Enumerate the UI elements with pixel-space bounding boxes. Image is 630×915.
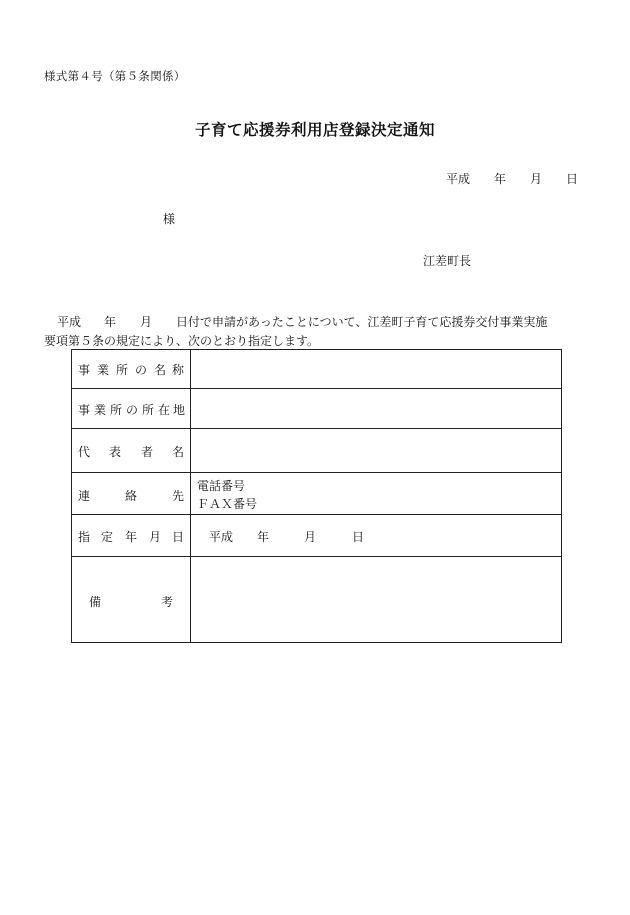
body-line1-text: 日付で申請があったことについて、江差町子育て応援券交付事業実施 <box>176 315 548 329</box>
label-char: 事 <box>78 363 91 377</box>
label-char: 備 <box>89 595 102 609</box>
label-char: 在 <box>158 403 171 417</box>
fax-number-label: ＦＡＸ番号 <box>197 497 258 511</box>
designation-date-year-unit: 年 <box>257 530 270 544</box>
label-char: 称 <box>172 363 185 377</box>
body-year-unit: 年 <box>104 315 117 329</box>
label-char: 年 <box>125 530 138 544</box>
value-business-name[interactable] <box>191 350 561 388</box>
label-business-address <box>72 389 191 429</box>
label-char: 連 <box>78 489 91 503</box>
label-contact <box>72 473 191 515</box>
issue-date-day-unit: 日 <box>566 172 579 186</box>
body-month-unit: 月 <box>140 315 153 329</box>
label-char: 名 <box>154 363 167 377</box>
value-representative[interactable] <box>191 429 561 473</box>
label-char: 者 <box>141 445 154 459</box>
addressee-suffix: 様 <box>163 212 176 226</box>
table-row-contact <box>72 472 561 515</box>
label-char: 代 <box>78 445 91 459</box>
designation-date-day-unit: 日 <box>352 530 365 544</box>
label-char: 事 <box>78 403 91 417</box>
value-business-address[interactable] <box>191 389 561 429</box>
label-char: の <box>135 363 148 377</box>
label-char: 業 <box>97 363 110 377</box>
phone-number-label: 電話番号 <box>197 479 246 493</box>
label-char: 所 <box>116 363 129 377</box>
value-remarks[interactable] <box>191 557 561 642</box>
document-title: 子育て応援券利用店登録決定通知 <box>194 121 435 139</box>
issue-date-month-unit: 月 <box>530 172 543 186</box>
label-char: の <box>126 403 139 417</box>
label-char: 名 <box>172 445 185 459</box>
table-row-business-name <box>72 350 561 388</box>
table-row-designation-date <box>72 514 561 557</box>
label-designation-date <box>72 515 191 557</box>
body-era: 平成 <box>57 315 82 329</box>
label-char: 表 <box>109 445 122 459</box>
label-business-name <box>72 350 191 388</box>
label-representative <box>72 429 191 473</box>
label-char: 月 <box>149 530 162 544</box>
label-char: 定 <box>101 530 114 544</box>
label-char: 指 <box>78 530 91 544</box>
label-char: 地 <box>173 403 186 417</box>
table-row-remarks <box>72 556 561 642</box>
issuer-name: 江差町長 <box>423 254 472 268</box>
form-number: 様式第４号（第５条関係） <box>44 69 186 83</box>
designation-date-era: 平成 <box>209 530 234 544</box>
label-char: 日 <box>172 530 185 544</box>
label-char: 先 <box>172 489 185 503</box>
label-remarks <box>72 557 191 642</box>
label-char: 考 <box>161 595 174 609</box>
label-char: 絡 <box>125 489 138 503</box>
value-contact <box>191 473 561 515</box>
registration-table <box>71 349 562 643</box>
label-char: 所 <box>110 403 123 417</box>
value-designation-date <box>191 515 561 557</box>
designation-date-month-unit: 月 <box>304 530 317 544</box>
table-row-business-address <box>72 388 561 429</box>
table-row-representative <box>72 428 561 473</box>
label-char: 業 <box>94 403 107 417</box>
body-line2-text: 要項第５条の規定により、次のとおり指定します。 <box>44 334 320 348</box>
issue-date-era: 平成 <box>446 172 471 186</box>
issue-date-year-unit: 年 <box>494 172 507 186</box>
label-char: 所 <box>142 403 155 417</box>
